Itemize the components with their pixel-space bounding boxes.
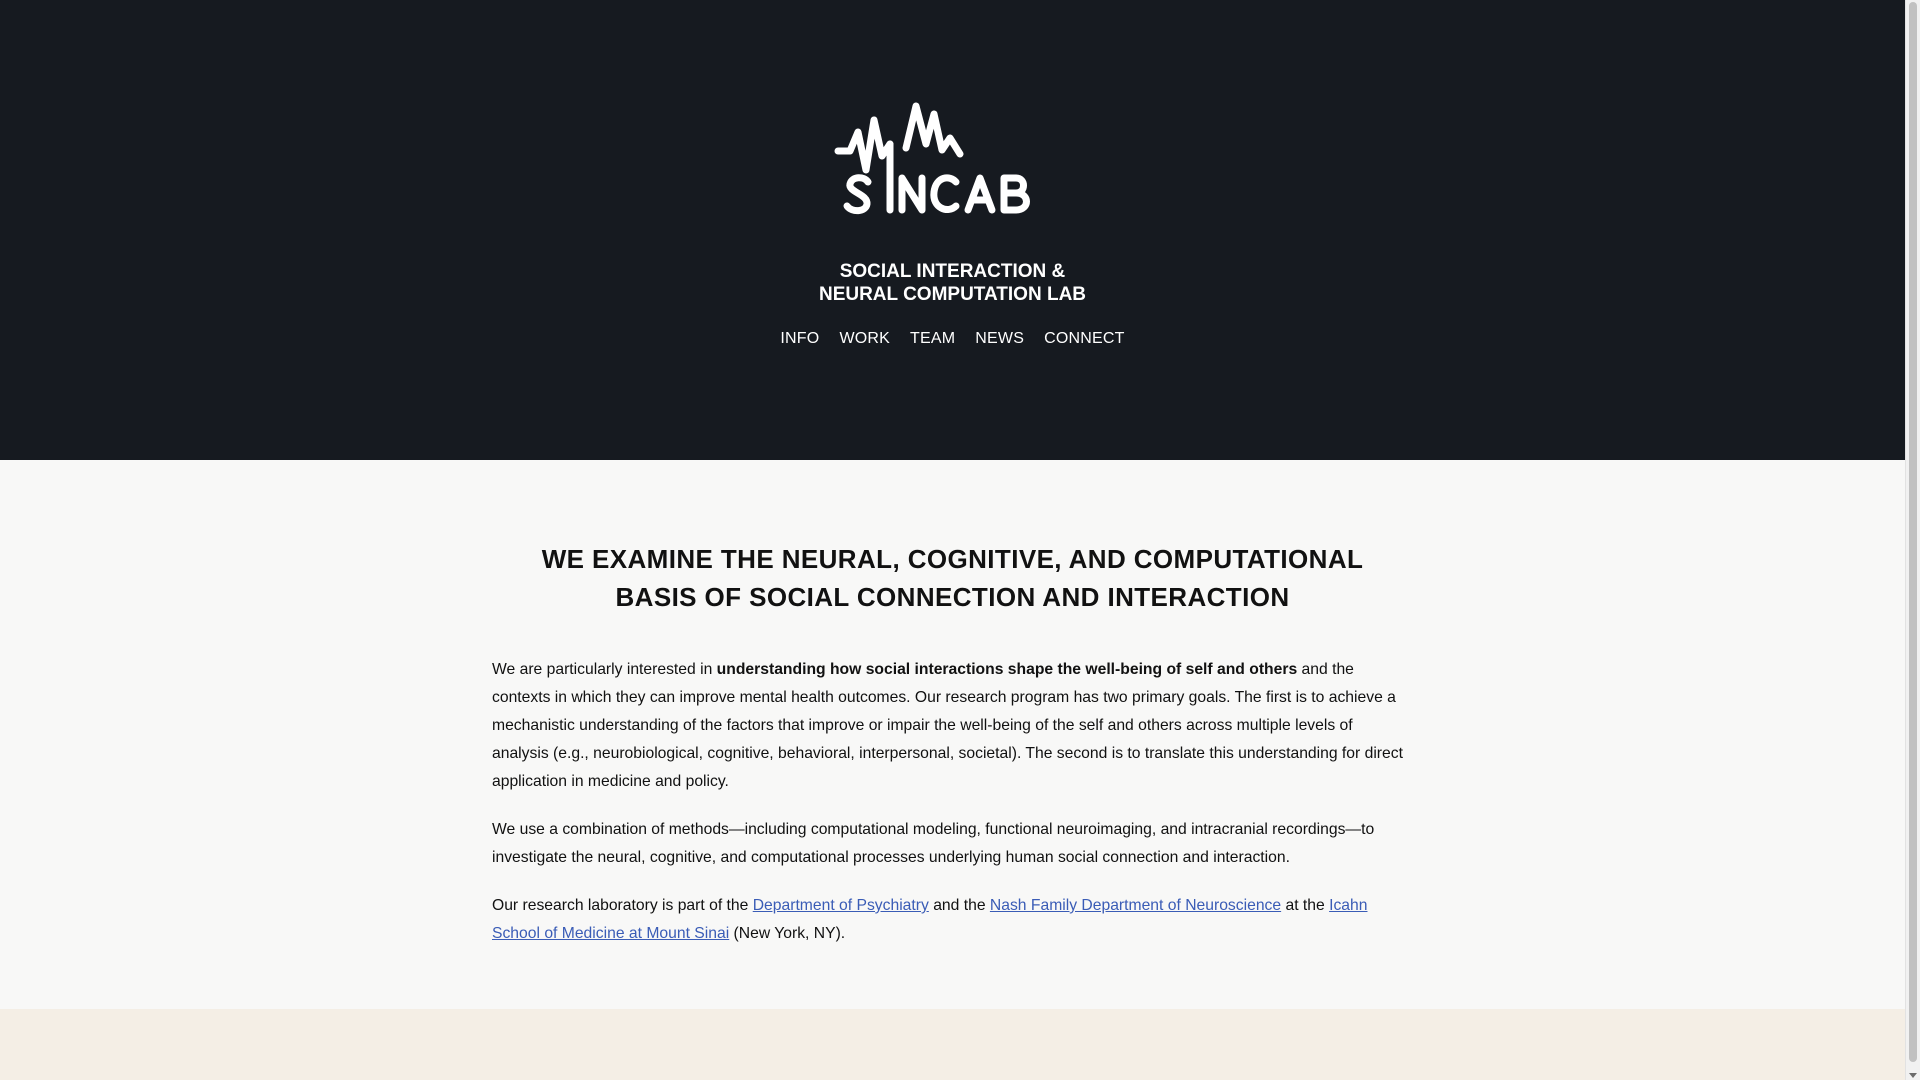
scroll-down-arrow-icon[interactable] bbox=[1909, 1073, 1917, 1078]
p1-rest: and the contexts in which they can improve mental health outcomes. Our research program has two primary goals. The first is to achieve a mechanistic understanding of the factors that improve or impair the well-being of the self and others across multiple levels of analysis (e.g., neurobiological, cognitive, behavioral, interpersonal, societal). The second is to translate this understanding for direct application in medicine and policy. bbox=[492, 661, 1403, 790]
p3-end: (New York, NY). bbox=[729, 925, 846, 942]
intro-paragraph-2: We use a combination of methods—including computational modeling, functional neuroimaging, and intracranial recordings—to investigate the neural, cognitive, and computational processes underlying human social connection and interaction. bbox=[492, 821, 1375, 866]
psychiatry-dept-link[interactable]: Department of Psychiatry bbox=[752, 897, 929, 914]
neuroscience-dept-link[interactable]: Nash Family Department of Neuroscience bbox=[989, 897, 1282, 914]
intro-paragraph-3 bbox=[492, 892, 1412, 948]
intro-text bbox=[492, 656, 1412, 968]
headline-line-1: WE EXAMINE THE NEURAL, COGNITIVE, AND COMPUTATIONAL bbox=[541, 544, 1364, 574]
nav-work[interactable]: WORK bbox=[839, 330, 891, 347]
next-section-band bbox=[0, 1009, 1905, 1080]
nav-team[interactable]: TEAM bbox=[910, 330, 956, 347]
nav-connect[interactable]: CONNECT bbox=[1044, 330, 1125, 347]
headline-line-2: BASIS OF SOCIAL CONNECTION AND INTERACTION bbox=[615, 582, 1290, 612]
p3-mid-2: at the bbox=[1281, 897, 1330, 914]
lab-title bbox=[0, 260, 1905, 306]
page-headline bbox=[0, 540, 1905, 616]
lab-title-line-1: SOCIAL INTERACTION & bbox=[839, 261, 1066, 282]
p1-emphasis: understanding how social interactions shape the well-being of self and others bbox=[716, 661, 1298, 678]
page-scrollbar[interactable] bbox=[1905, 0, 1920, 1080]
nav-news[interactable]: NEWS bbox=[975, 330, 1025, 347]
p1-start: We are particularly interested in bbox=[492, 661, 717, 678]
p3-start: Our research laboratory is part of the bbox=[492, 897, 753, 914]
sinc-lab-logo[interactable] bbox=[834, 98, 1064, 216]
main-content bbox=[0, 460, 1905, 1009]
scrollbar-thumb[interactable] bbox=[1909, 2, 1917, 1062]
site-header bbox=[0, 0, 1905, 460]
nav-info[interactable]: INFO bbox=[780, 330, 820, 347]
intro-paragraph-1 bbox=[492, 656, 1412, 796]
lab-title-line-2: NEURAL COMPUTATION LAB bbox=[818, 284, 1087, 305]
icahn-school-link[interactable]: Icahn School of Medicine at Mount Sinai bbox=[492, 897, 1368, 942]
main-nav bbox=[0, 330, 1905, 348]
p3-mid-1: and the bbox=[928, 897, 990, 914]
